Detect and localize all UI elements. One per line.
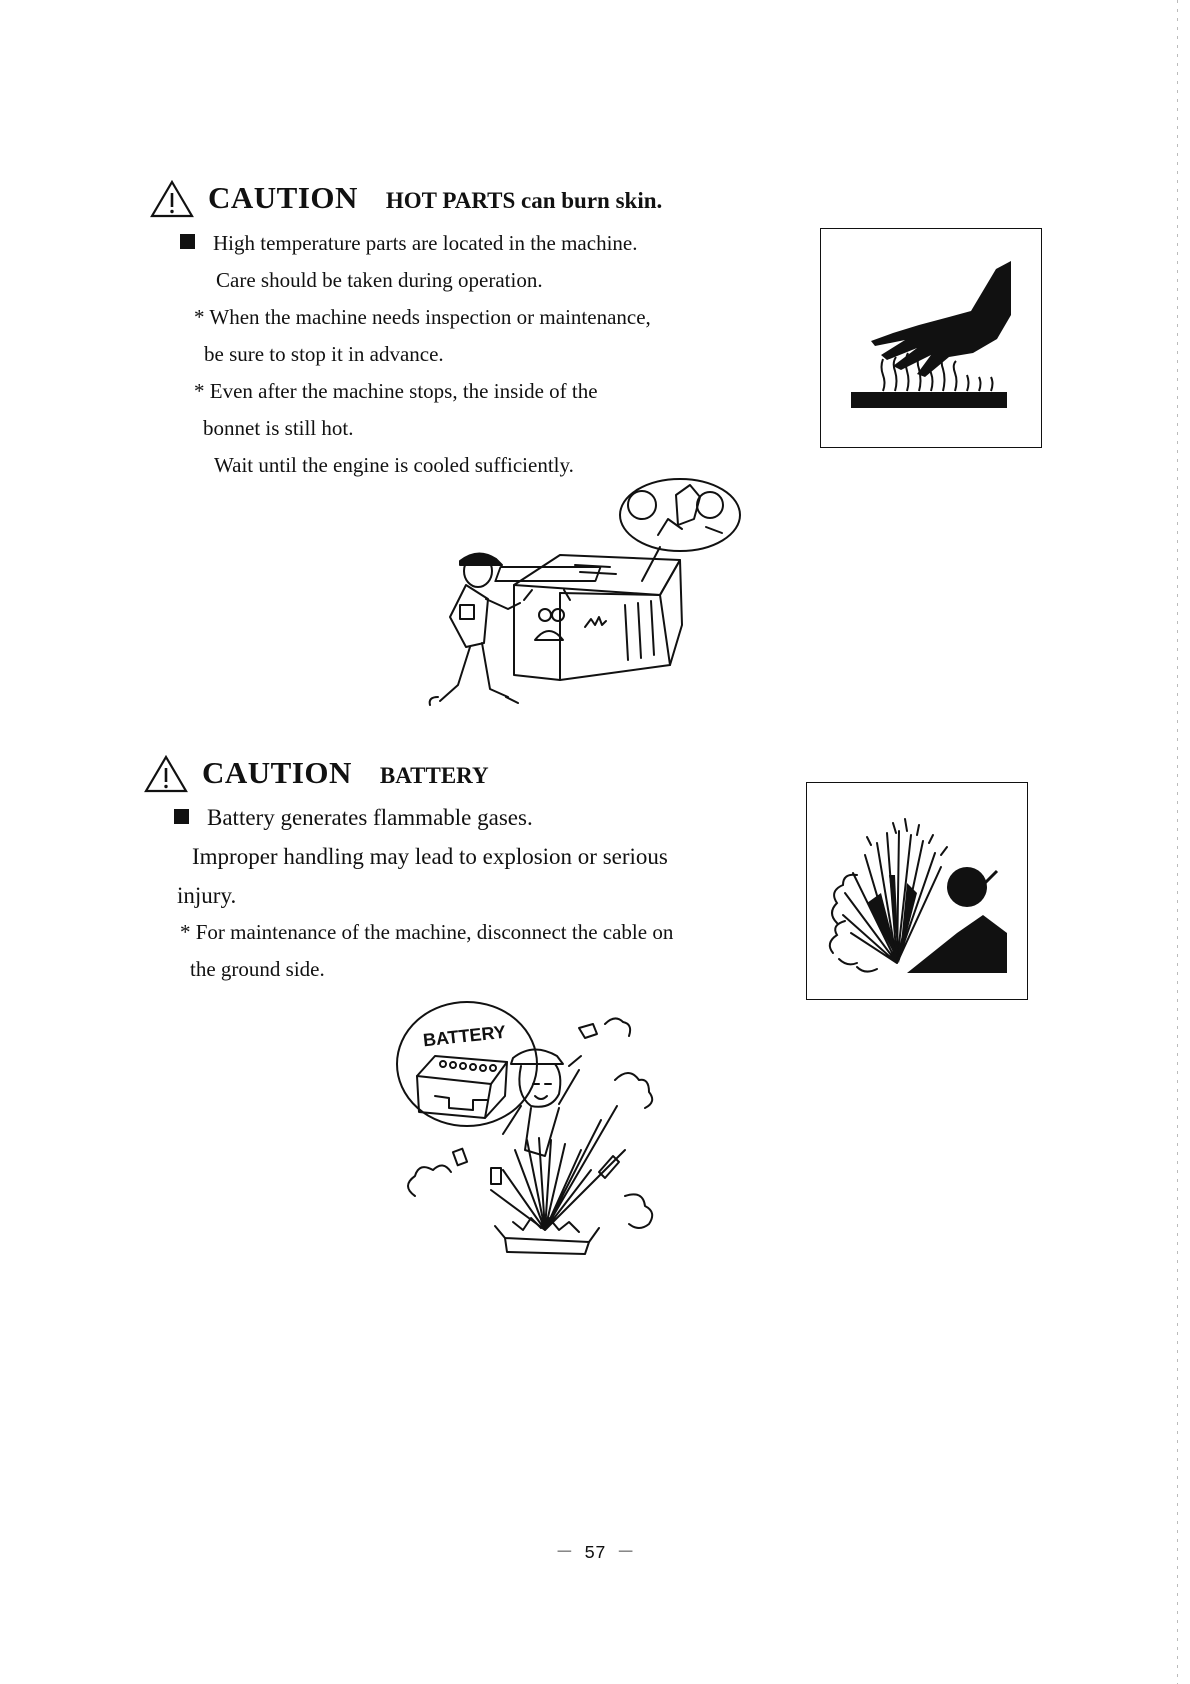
- battery-line-1: Battery generates flammable gases.: [174, 806, 533, 829]
- caution-label: CAUTION: [208, 180, 358, 215]
- hot-parts-line-1: High temperature parts are located in the machine.: [180, 233, 637, 254]
- explosion-pictogram: [806, 782, 1028, 1000]
- bullet-square: [180, 234, 195, 249]
- battery-label: BATTERY: [422, 1021, 507, 1051]
- hot-parts-line-4: be sure to stop it in advance.: [204, 342, 444, 366]
- page-number: － 57 －: [555, 1544, 635, 1564]
- hot-surface-pictogram: [820, 228, 1042, 448]
- caution-subject: HOT PARTS can burn skin.: [385, 188, 663, 213]
- page-edge-mark: [1177, 0, 1178, 1684]
- hot-parts-line-3: * When the machine needs inspection or maintenance,: [194, 305, 651, 329]
- caution-heading-battery: [144, 755, 489, 793]
- warning-triangle-icon: [150, 180, 194, 218]
- battery-line-4: * For maintenance of the machine, disconnect the cable on: [180, 920, 674, 944]
- explosion-person-icon: [807, 783, 1027, 999]
- hot-parts-line-5: * Even after the machine stops, the inside of the: [194, 379, 598, 403]
- hot-parts-line-2: Care should be taken during operation.: [216, 268, 543, 292]
- caution-label: CAUTION: [202, 755, 352, 790]
- caution-subject: BATTERY: [379, 763, 489, 788]
- worker-hot-generator-illustration: [410, 475, 780, 735]
- battery-line-3: injury.: [177, 883, 237, 908]
- bullet-square: [174, 809, 189, 824]
- battery-line-2: Improper handling may lead to explosion or serious: [192, 844, 668, 869]
- hot-parts-line-7: Wait until the engine is cooled sufficiently.: [214, 453, 574, 477]
- hot-parts-line-6: bonnet is still hot.: [203, 416, 354, 440]
- hot-surface-hand-icon: [821, 229, 1041, 447]
- caution-heading-hot-parts: [150, 180, 662, 218]
- battery-explosion-illustration: [395, 1000, 725, 1260]
- battery-line-5: the ground side.: [190, 957, 325, 981]
- warning-triangle-icon: [144, 755, 188, 793]
